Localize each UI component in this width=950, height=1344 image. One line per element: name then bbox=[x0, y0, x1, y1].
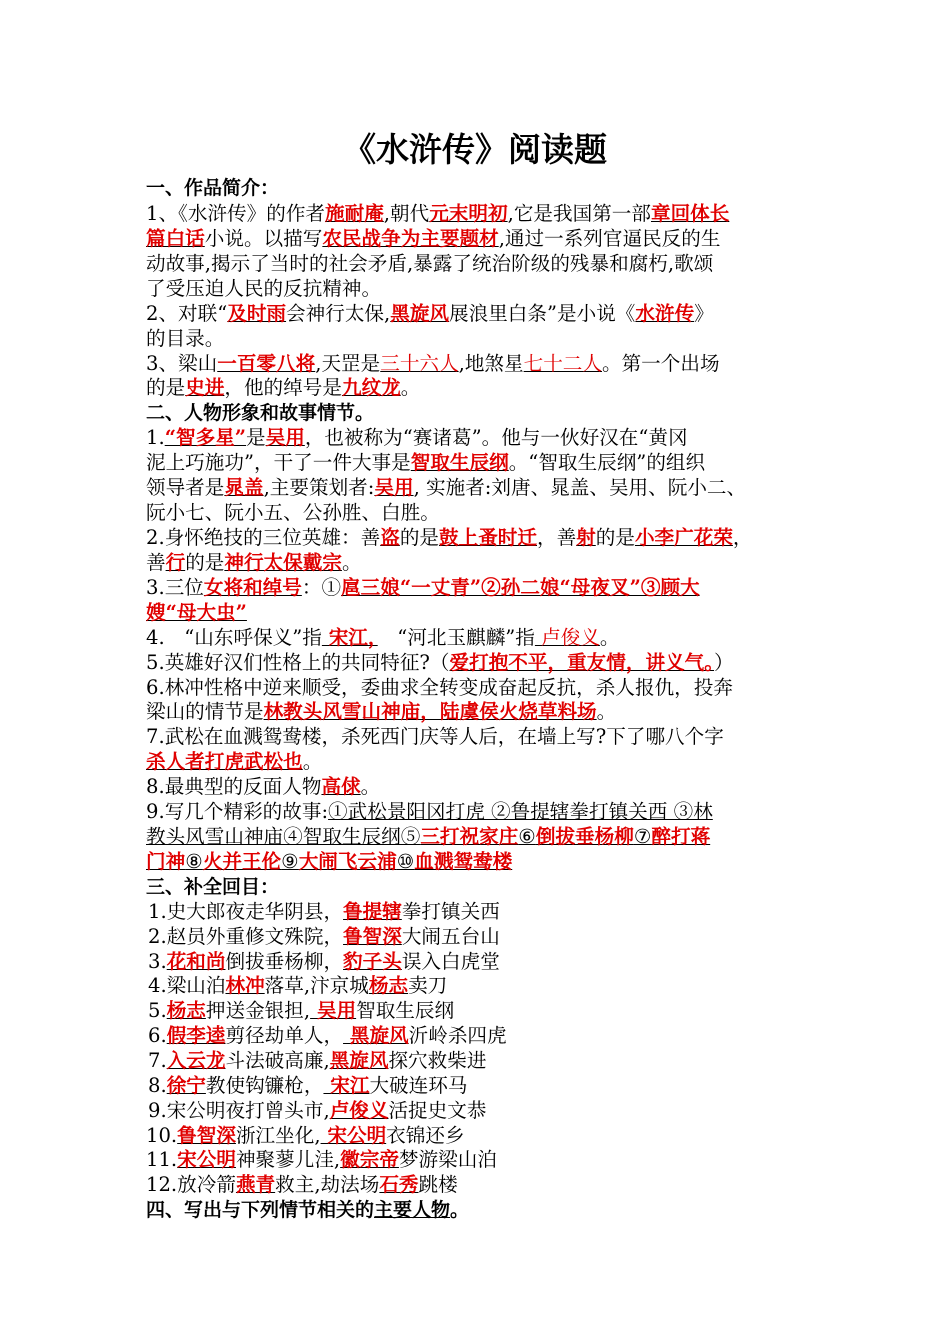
answer-text: 高俅 bbox=[321, 775, 361, 798]
s2-line-1 bbox=[146, 426, 826, 450]
answer-text: 女将和绰号 bbox=[203, 576, 302, 599]
answer-text: 宋江， bbox=[321, 626, 378, 649]
text-segment: 1.史大郎夜走华阴县， bbox=[148, 900, 344, 923]
s2-line-4: 阮小七、阮小五、公孙胜、白胜。 bbox=[146, 501, 440, 524]
text-segment: 四、写出与下列情节相关的 bbox=[146, 1199, 375, 1221]
text-segment: 》 bbox=[694, 302, 714, 325]
s2-line-12 bbox=[146, 700, 826, 724]
section-3-heading: 三、补全回目： bbox=[146, 876, 280, 898]
text-segment: 的是 bbox=[146, 376, 186, 399]
answer-text: 假李逵 bbox=[166, 1024, 226, 1047]
text-segment: 9.写几个精彩的故事: bbox=[146, 800, 329, 823]
text-segment: 4. “山东呼保义”指 bbox=[146, 626, 322, 649]
text-segment: 2、对联“ bbox=[146, 302, 228, 325]
text-segment: 10. bbox=[146, 1124, 178, 1147]
text-segment: ,通过一系列官逼民反的生 bbox=[498, 227, 721, 250]
text-segment: ） bbox=[714, 651, 734, 674]
text-segment: 的是 bbox=[185, 551, 225, 574]
answer-text: 章回体长 bbox=[650, 202, 730, 225]
text-segment: 9.宋公明夜打曾头市, bbox=[148, 1099, 330, 1122]
section-4-heading bbox=[146, 1198, 826, 1222]
text-segment: 。 bbox=[599, 626, 620, 649]
text-segment: 8. bbox=[148, 1074, 167, 1097]
text-segment: 教头风雪山神庙④智取生辰纲⑤ bbox=[146, 825, 421, 848]
text-segment: ， bbox=[732, 526, 753, 549]
answer-text: 智取生辰纲 bbox=[410, 451, 509, 474]
answer-text: 神行太保戴宗 bbox=[224, 551, 342, 574]
s2-line-5 bbox=[146, 526, 826, 550]
text-segment: ①武松景阳冈打虎 ②鲁提辖拳打镇关西 ③林 bbox=[328, 800, 713, 823]
text-segment: ，也被称为“赛诸葛”。他与一伙好汉在“黄冈 bbox=[304, 426, 688, 449]
answer-text: 吴用 bbox=[374, 476, 414, 499]
s1-line-2 bbox=[146, 227, 826, 251]
answer-text: 扈三娘“一丈青”②孙二娘“母夜叉”③顾大 bbox=[341, 576, 700, 599]
answer-text: 七十二人 bbox=[523, 352, 602, 375]
text-segment: 1. bbox=[146, 426, 165, 449]
text-segment: 善 bbox=[146, 551, 166, 574]
text-segment: 。 bbox=[360, 775, 381, 798]
answer-text: 吴用 bbox=[310, 999, 357, 1022]
text-segment: 梦游梁山泊 bbox=[398, 1148, 497, 1171]
answer-text: 杀人者打虎武松也 bbox=[146, 750, 303, 773]
text-segment: 展浪里白条”是小说《 bbox=[449, 302, 636, 325]
answer-text: 林教头风雪山神庙，陆虞侯火烧草料场 bbox=[263, 700, 597, 723]
text-segment: ,它是我国第一部 bbox=[507, 202, 651, 225]
answer-text: 徐宁 bbox=[166, 1074, 206, 1097]
answer-text: 农民战争为主要题材 bbox=[322, 227, 499, 250]
text-segment: “河北玉麒麟”指 bbox=[377, 626, 535, 649]
text-segment: 3、梁山 bbox=[146, 352, 218, 375]
answer-text: 黑旋风 bbox=[329, 1049, 389, 1072]
s2-line-15 bbox=[146, 775, 826, 799]
text-segment: 的是 bbox=[399, 526, 440, 549]
answer-text: 鼓上蚤时迁 bbox=[439, 526, 537, 549]
answer-text: 鲁提辖 bbox=[343, 900, 402, 923]
answer-text: 九纹龙 bbox=[341, 376, 401, 399]
page-title: 《水浒传》阅读题 bbox=[343, 130, 607, 169]
s2-line-17 bbox=[146, 825, 826, 849]
answer-text: 射 bbox=[576, 526, 596, 549]
text-segment: 梁山的情节是 bbox=[146, 700, 264, 723]
text-segment: 智取生辰纲 bbox=[356, 999, 455, 1022]
answer-text: 小李广花荣 bbox=[634, 526, 733, 549]
text-segment: 卖刀 bbox=[408, 974, 448, 997]
section-1-heading: 一、作品简介： bbox=[146, 177, 280, 199]
text-segment: ,天罡是 bbox=[315, 352, 381, 375]
s2-line-8 bbox=[146, 601, 826, 625]
answer-text: 卢俊义 bbox=[534, 626, 600, 649]
answer-text: 及时雨 bbox=[227, 302, 287, 325]
text-segment: 领导者是 bbox=[146, 476, 225, 499]
answer-text: 倒拔垂杨柳 bbox=[535, 825, 634, 848]
text-segment: ，善 bbox=[536, 526, 577, 549]
s1-line-4: 了受压迫人民的反抗精神。 bbox=[146, 277, 382, 300]
answer-text: 林冲 bbox=[225, 974, 265, 997]
section-2-heading: 二、人物形象和故事情节。 bbox=[146, 402, 375, 424]
answer-text: 篇白话 bbox=[146, 227, 205, 250]
s2-line-13: 7.武松在血溅鸳鸯楼，杀死西门庆等人后，在墙上写?下了哪八个字 bbox=[146, 725, 724, 748]
text-segment: 斗法破高廉, bbox=[225, 1049, 330, 1072]
answer-text: 宋江 bbox=[323, 1074, 370, 1097]
text-segment: 的是 bbox=[595, 526, 635, 549]
s3-item-11 bbox=[146, 1148, 826, 1172]
text-segment: ，他的绰号是 bbox=[224, 376, 342, 399]
text-segment: 。 bbox=[596, 700, 617, 723]
text-segment: 倒拔垂杨柳， bbox=[225, 950, 344, 973]
text-segment: ⑨ bbox=[281, 850, 299, 873]
text-segment: ⑥ bbox=[518, 825, 536, 848]
answer-text: 三打祝家庄 bbox=[420, 825, 519, 848]
text-segment: ⑦ bbox=[633, 825, 652, 848]
answer-text: 元末明初 bbox=[429, 202, 508, 225]
answer-text: 行 bbox=[165, 551, 186, 574]
answer-text: 鲁智深 bbox=[177, 1124, 236, 1147]
answer-text: 杨志 bbox=[368, 974, 409, 997]
text-segment: 1、《水浒传》的作者 bbox=[146, 202, 326, 225]
answer-text: 燕青 bbox=[235, 1173, 276, 1196]
answer-text: 盗 bbox=[380, 526, 400, 549]
text-segment: 12.放冷箭 bbox=[146, 1173, 236, 1196]
answer-text: 血溅鸳鸯楼 bbox=[414, 850, 513, 873]
text-segment: 4.梁山泊 bbox=[148, 974, 226, 997]
answer-text: 爱打抱不平，重友情，讲义气。 bbox=[449, 651, 715, 674]
s1-line-7 bbox=[146, 352, 826, 376]
text-segment: 押送金银担, bbox=[205, 999, 311, 1022]
text-segment: 小说。以描写 bbox=[204, 227, 323, 250]
text-segment: , 实施者:刘唐、晁盖、吴用、阮小二、 bbox=[413, 476, 747, 499]
answer-text: 晁盖 bbox=[224, 476, 264, 499]
answer-text: 花和尚 bbox=[166, 950, 226, 973]
text-segment: 11. bbox=[146, 1148, 178, 1171]
s3-item-7 bbox=[148, 1049, 828, 1073]
s2-line-16 bbox=[146, 800, 826, 824]
answer-text: 门神 bbox=[146, 850, 186, 873]
text-segment: 误入白虎堂 bbox=[401, 950, 500, 973]
s2-line-2 bbox=[146, 451, 826, 475]
s1-line-1 bbox=[146, 202, 826, 226]
text-segment: 3.三位 bbox=[146, 576, 204, 599]
text-segment: 跳楼 bbox=[418, 1173, 458, 1196]
answer-text: 入云龙 bbox=[166, 1049, 226, 1072]
answer-text: 三十六人 bbox=[380, 352, 459, 375]
answer-text: 史进 bbox=[185, 376, 225, 399]
text-segment: ⑩ bbox=[396, 850, 415, 873]
s2-line-11: 6.林冲性格中逆来顺受，委曲求全转变成奋起反抗，杀人报仇，投奔 bbox=[146, 676, 733, 699]
text-segment: 泥上巧施功”，干了一件大事是 bbox=[146, 451, 411, 474]
answer-text: 施耐庵 bbox=[325, 202, 384, 225]
text-segment: 救主,劫法场 bbox=[275, 1173, 380, 1196]
text-segment: 7. bbox=[148, 1049, 167, 1072]
answer-text: 醉打蒋 bbox=[651, 825, 711, 848]
text-segment: 教使钩镰枪， bbox=[205, 1074, 324, 1097]
text-segment: 落草,汴京城 bbox=[264, 974, 369, 997]
text-segment: 8.最典型的反面人物 bbox=[146, 775, 322, 798]
s1-line-6: 的目录。 bbox=[146, 327, 225, 350]
answer-text: 石秀 bbox=[379, 1173, 419, 1196]
s2-line-6 bbox=[146, 551, 826, 575]
text-segment: 沂岭杀四虎 bbox=[408, 1024, 507, 1047]
s2-line-10 bbox=[146, 651, 826, 675]
answer-text: 宋公明 bbox=[320, 1124, 387, 1147]
text-segment: 2.赵员外重修文殊院， bbox=[148, 925, 344, 948]
text-segment: 。 bbox=[450, 1199, 470, 1221]
text-segment: 2.身怀绝技的三位英雄：善 bbox=[146, 526, 381, 549]
s2-line-14 bbox=[146, 750, 826, 774]
answer-text: 豹子头 bbox=[343, 950, 402, 973]
s3-item-5 bbox=[148, 999, 828, 1023]
text-segment: 活捉史文恭 bbox=[388, 1099, 487, 1122]
s1-line-8 bbox=[146, 376, 826, 400]
answer-text: 杨志 bbox=[166, 999, 206, 1022]
s3-item-6 bbox=[148, 1024, 828, 1048]
s2-line-9 bbox=[146, 626, 826, 650]
text-segment: 主要人物 bbox=[374, 1199, 451, 1221]
s2-line-3 bbox=[146, 476, 826, 500]
text-segment: 衣锦还乡 bbox=[386, 1124, 465, 1147]
answer-text: 吴用 bbox=[265, 426, 305, 449]
s1-line-5 bbox=[146, 302, 826, 326]
text-segment: 5.英雄好汉们性格上的共同特征?（ bbox=[146, 651, 450, 674]
answer-text: 黑旋风 bbox=[343, 1024, 409, 1047]
answer-text: 徽宗帝 bbox=[340, 1148, 399, 1171]
s3-item-9 bbox=[148, 1099, 828, 1123]
answer-text: 大闹飞云浦 bbox=[298, 850, 397, 873]
text-segment: 是 bbox=[246, 426, 266, 449]
text-segment: 大闹五台山 bbox=[401, 925, 500, 948]
text-segment: 。“智取生辰纲”的组织 bbox=[508, 451, 706, 474]
text-segment: 探穴救柴进 bbox=[388, 1049, 487, 1072]
answer-text: 嫂“母大虫” bbox=[146, 601, 247, 624]
s2-line-7 bbox=[146, 576, 826, 600]
s3-item-3 bbox=[148, 950, 828, 974]
text-segment: ,朝代 bbox=[383, 202, 430, 225]
text-segment: 会神行太保, bbox=[286, 302, 391, 325]
s2-line-18 bbox=[146, 850, 826, 874]
text-segment: 神聚蓼儿洼, bbox=[235, 1148, 341, 1171]
text-segment: 拳打镇关西 bbox=[401, 900, 500, 923]
text-segment: 。 bbox=[302, 750, 323, 773]
s3-item-12 bbox=[146, 1173, 826, 1197]
s3-item-2 bbox=[148, 925, 828, 949]
answer-text: 鲁智深 bbox=[343, 925, 402, 948]
s3-item-1 bbox=[148, 900, 828, 924]
text-segment: ,主要策划者: bbox=[263, 476, 375, 499]
text-segment: 。 bbox=[400, 376, 421, 399]
text-segment: ⑧ bbox=[185, 850, 203, 873]
text-segment: 6. bbox=[148, 1024, 167, 1047]
text-segment: 剪径劫单人， bbox=[225, 1024, 344, 1047]
text-segment: ：① bbox=[301, 576, 342, 599]
text-segment: 大破连环马 bbox=[369, 1074, 468, 1097]
text-segment: ,地煞星 bbox=[458, 352, 524, 375]
s3-item-8 bbox=[148, 1074, 828, 1098]
answer-text: 卢俊义 bbox=[329, 1099, 389, 1122]
text-segment: 5. bbox=[148, 999, 167, 1022]
text-segment: 3. bbox=[148, 950, 167, 973]
answer-text: 一百零八将 bbox=[217, 352, 316, 375]
text-segment: 。 bbox=[341, 551, 362, 574]
answer-text: 宋公明 bbox=[177, 1148, 236, 1171]
s3-item-4 bbox=[148, 974, 828, 998]
text-segment: 。第一个出场 bbox=[602, 352, 720, 375]
s3-item-10 bbox=[146, 1124, 826, 1148]
s1-line-3: 动故事,揭示了当时的社会矛盾,暴露了统治阶级的残暴和腐朽,歌颂 bbox=[146, 252, 714, 275]
answer-text: “智多星” bbox=[164, 426, 247, 449]
answer-text: 火并王伦 bbox=[202, 850, 282, 873]
text-segment: 浙江坐化, bbox=[235, 1124, 321, 1147]
answer-text: 黑旋风 bbox=[390, 302, 450, 325]
answer-text: 水浒传 bbox=[635, 302, 695, 325]
